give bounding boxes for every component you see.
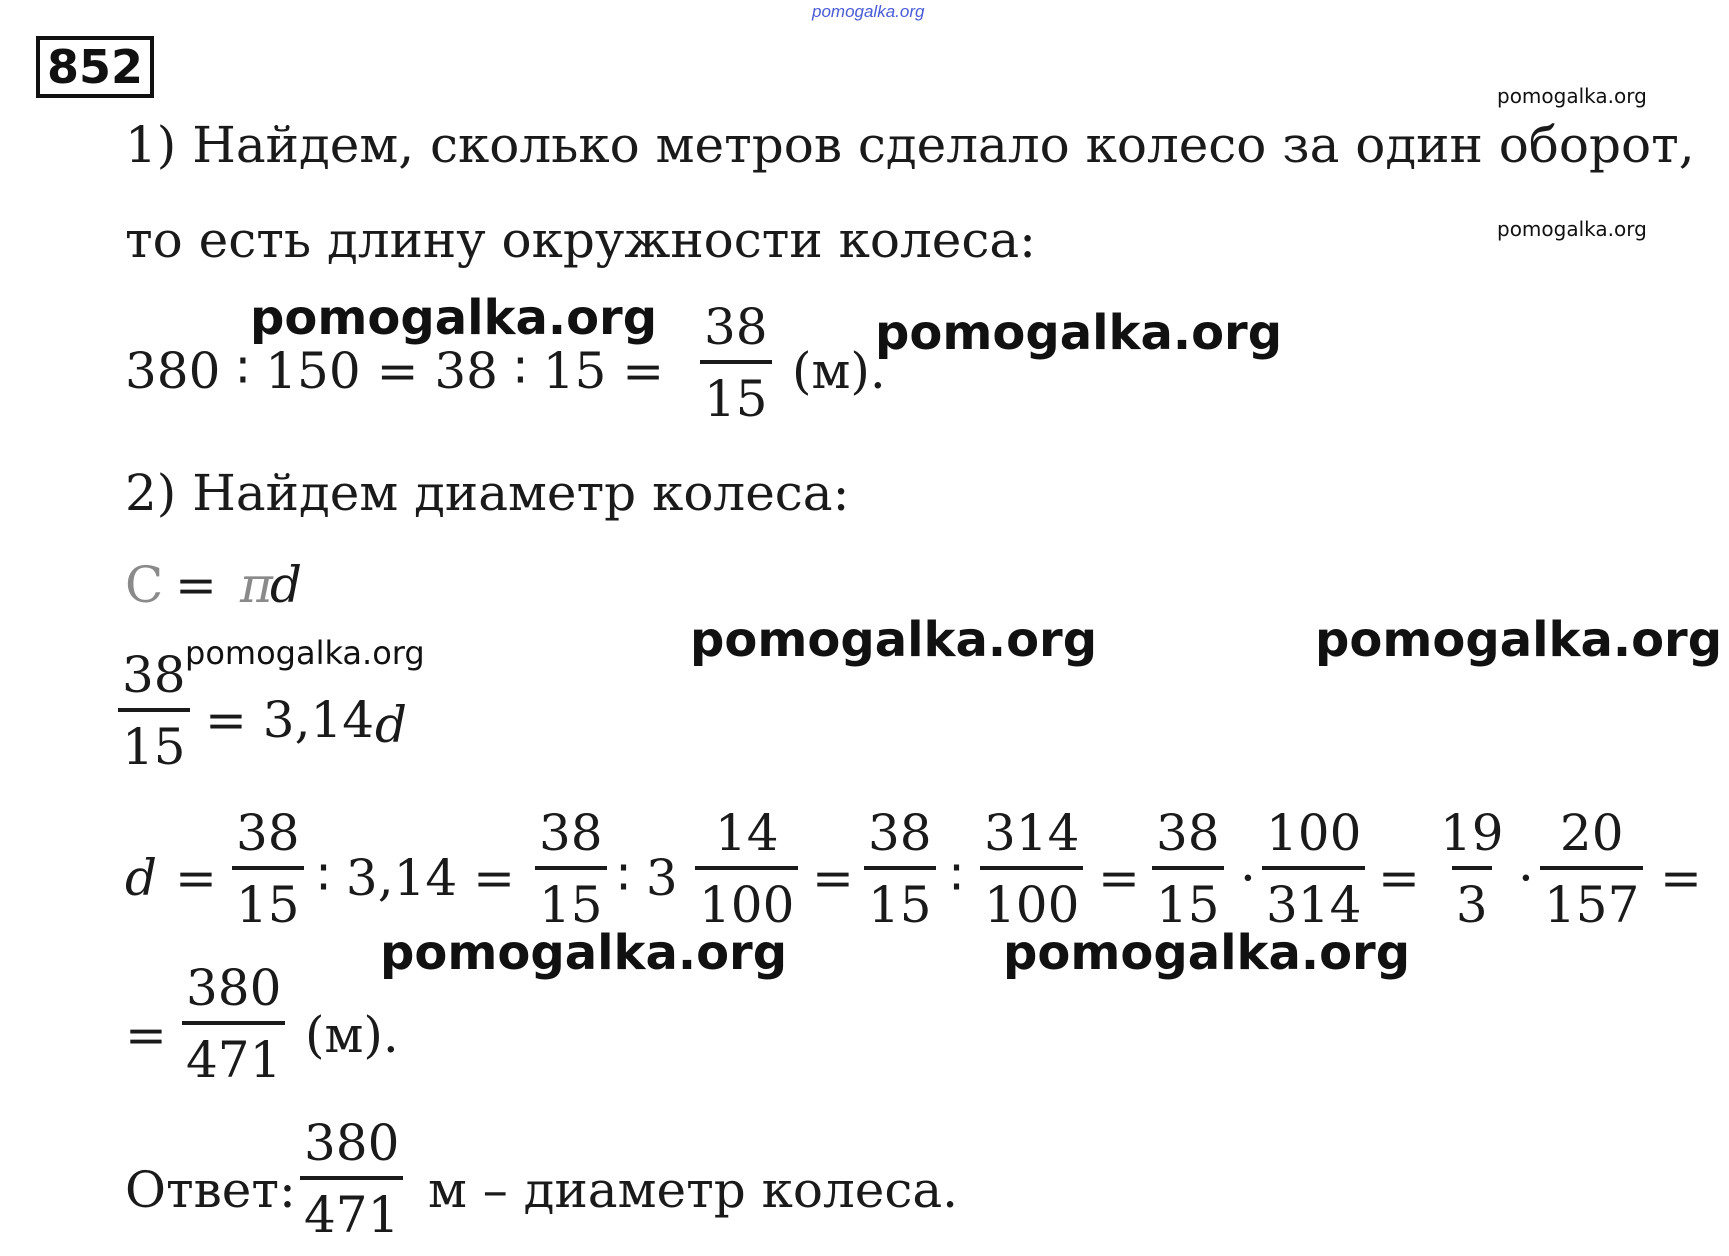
chain-op-9: = xyxy=(1660,849,1702,907)
watermark-large-5: pomogalka.org xyxy=(380,925,788,981)
chain-d: d xyxy=(125,849,158,907)
fraction-denominator: 471 xyxy=(300,1176,403,1240)
fraction-numerator: 314 xyxy=(984,804,1080,862)
chain-op-4: ∶ xyxy=(950,849,964,907)
chain-op-1: ∶ 3,14 = xyxy=(317,849,516,907)
result-unit: (м). xyxy=(305,1006,399,1064)
watermark-large-6: pomogalka.org xyxy=(1003,925,1411,981)
fraction-numerator: 38 xyxy=(539,804,603,862)
result-fraction xyxy=(182,959,285,1089)
chain-fraction-2 xyxy=(535,804,607,934)
fraction-denominator: 3 xyxy=(1452,866,1492,930)
fraction-numerator: 38 xyxy=(1156,804,1220,862)
fraction-denominator: 471 xyxy=(182,1021,285,1085)
eq2-d: d xyxy=(375,696,408,754)
fraction-numerator: 38 xyxy=(122,646,186,704)
fraction-denominator: 100 xyxy=(980,866,1083,930)
chain-op-3: = xyxy=(812,849,854,907)
fraction-denominator: 100 xyxy=(695,866,798,930)
watermark-large-2: pomogalka.org xyxy=(875,305,1283,361)
watermark-top: pomogalka.org xyxy=(812,2,925,21)
formula-c: C xyxy=(125,556,164,614)
chain-fraction-5 xyxy=(980,804,1083,934)
chain-op-8: · xyxy=(1518,849,1534,907)
fraction-numerator: 100 xyxy=(1266,804,1362,862)
step2-line1: 2) Найдем диаметр колеса: xyxy=(125,464,850,522)
chain-fraction-3 xyxy=(695,804,798,934)
fraction-numerator: 38 xyxy=(868,804,932,862)
step1-expression: 380 ∶ 150 = 38 ∶ 15 = xyxy=(125,342,665,400)
watermark-medium: pomogalka.org xyxy=(185,634,425,672)
answer-fraction xyxy=(300,1114,403,1244)
eq2-rhs: = 3,14 xyxy=(205,691,375,749)
fraction-denominator: 15 xyxy=(232,866,304,930)
chain-op-7: = xyxy=(1378,849,1420,907)
chain-fraction-9 xyxy=(1540,804,1643,934)
fraction-numerator: 19 xyxy=(1440,804,1504,862)
fraction-denominator: 15 xyxy=(535,866,607,930)
fraction-denominator: 15 xyxy=(118,708,190,772)
task-number: 852 xyxy=(36,36,154,98)
watermark-large-1: pomogalka.org xyxy=(250,290,658,346)
watermark-small-1: pomogalka.org xyxy=(1497,84,1647,108)
chain-fraction-1 xyxy=(232,804,304,934)
answer-label: Ответ: xyxy=(125,1161,296,1219)
chain-eq: = xyxy=(175,849,217,907)
step1-line1: 1) Найдем, сколько метров сделало колесо за один оборот, xyxy=(125,116,1695,174)
result-eq: = xyxy=(125,1006,167,1064)
chain-fraction-7 xyxy=(1262,804,1365,934)
chain-op-6: · xyxy=(1240,849,1256,907)
fraction-denominator: 314 xyxy=(1262,866,1365,930)
chain-fraction-8 xyxy=(1436,804,1508,934)
formula-d: d xyxy=(270,556,303,614)
chain-op-5: = xyxy=(1098,849,1140,907)
formula-equals: = xyxy=(175,556,217,614)
fraction-numerator: 380 xyxy=(304,1114,400,1172)
chain-fraction-6 xyxy=(1152,804,1224,934)
answer-text: м – диаметр колеса. xyxy=(428,1161,959,1219)
eq2-fraction xyxy=(118,646,190,776)
step1-line2: то есть длину окружности колеса: xyxy=(125,211,1036,269)
fraction-numerator: 14 xyxy=(714,804,779,862)
chain-fraction-4 xyxy=(864,804,936,934)
fraction-numerator: 380 xyxy=(186,959,282,1017)
watermark-small-2: pomogalka.org xyxy=(1497,217,1647,241)
chain-op-2: ∶ 3 xyxy=(617,849,678,907)
step1-unit: (м). xyxy=(792,342,886,400)
watermark-large-4: pomogalka.org xyxy=(1315,612,1723,668)
formula-pi: π xyxy=(240,556,273,614)
fraction-denominator: 15 xyxy=(700,360,772,424)
step1-fraction xyxy=(700,298,772,428)
fraction-numerator: 38 xyxy=(236,804,300,862)
fraction-denominator: 15 xyxy=(864,866,936,930)
fraction-denominator: 15 xyxy=(1152,866,1224,930)
fraction-numerator: 20 xyxy=(1559,804,1624,862)
fraction-numerator: 38 xyxy=(704,298,768,356)
watermark-large-3: pomogalka.org xyxy=(690,612,1098,668)
fraction-denominator: 157 xyxy=(1540,866,1643,930)
